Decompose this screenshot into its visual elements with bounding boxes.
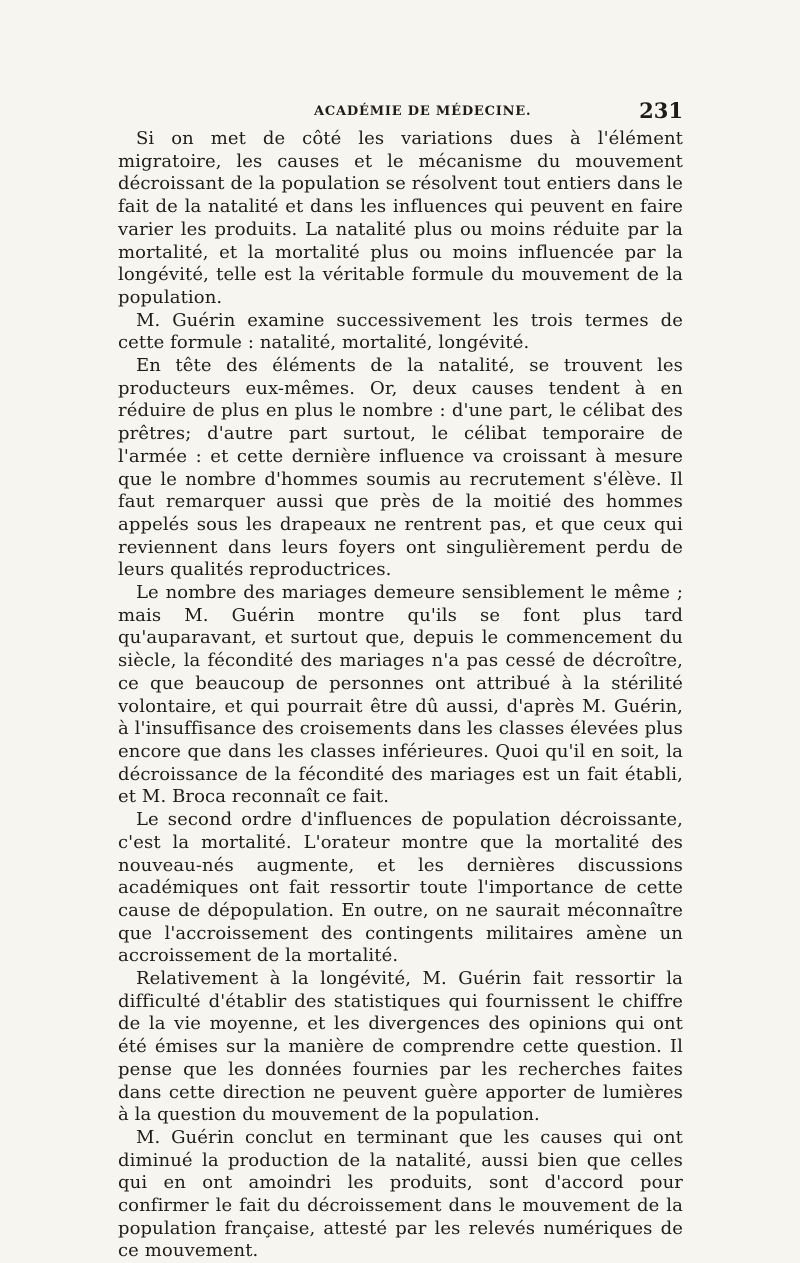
running-head <box>118 98 683 126</box>
page-number: 231 <box>639 98 683 123</box>
paragraph-migration-causes: Si on met de côté les variations dues à l'élément migratoire, les causes et le mécanisme du mouvement décroissant de la population se résolvent tout entiers dans le fait de la natalité et dans les influences qui peuvent en faire varier les produits. La natalité plus ou moins réduite par la mortalité, et la mortalité plus ou moins influencée par la longévité, telle est la véritable formule du mouvement de la population. <box>118 128 683 308</box>
paragraph-marriages: Le nombre des mariages demeure sensiblement le même ; mais M. Guérin montre qu'ils se font plus tard qu'auparavant, et surtout que, depuis le commencement du siècle, la fécondité des mariages n'a pas cessé de décroître, ce que beaucoup de personnes ont attribué à la stérilité volontaire, et qui pourrait être dû aussi, d'après M. Guérin, à l'insuffisance des croisements dans les classes élevées plus encore que dans les classes inférieures. Quoi qu'il en soit, la décroissance de la fécondité des mariages est un fait établi, et M. Broca reconnaît ce fait. <box>118 582 683 808</box>
paragraph-formula-terms: M. Guérin examine successivement les trois termes de cette formule : natalité, mortalité, longévité. <box>118 309 683 354</box>
paragraph-longevity: Relativement à la longévité, M. Guérin fait ressortir la difficulté d'établir des statistiques qui fournissent le chiffre de la vie moyenne, et les divergences des opinions qui ont été émises sur la manière de comprendre cette question. Il pense que les données fournies par les recherches faites dans cette direction ne peuvent guère apporter de lumières à la question du mouvement de la population. <box>118 968 683 1126</box>
paragraph-natality-producers: En tête des éléments de la natalité, se trouvent les producteurs eux-mêmes. Or, deux causes tendent à en réduire de plus en plus le nombre : d'une part, le célibat des prêtres; d'autre part surtout, le célibat temporaire de l'armée : et cette dernière influence va croissant à mesure que le nombre d'hommes soumis au recrutement s'élève. Il faut remarquer aussi que près de la moitié des hommes appelés sous les drapeaux ne rentrent pas, et que ceux qui reviennent dans leurs foyers ont singulièrement perdu de leurs qualités reproductrices. <box>118 355 683 581</box>
body-text <box>118 128 683 1263</box>
paragraph-conclusion: M. Guérin conclut en terminant que les causes qui ont diminué la production de la natalité, aussi bien que celles qui en ont amoindri les produits, sont d'accord pour confirmer le fait du décroissement dans le mouvement de la population française, attesté par les relevés numériques de ce mouvement. <box>118 1126 683 1262</box>
running-head-title: ACADÉMIE DE MÉDECINE. <box>314 104 532 119</box>
paragraph-mortality: Le second ordre d'influences de population décroissante, c'est la mortalité. L'orateur montre que la mortalité des nouveau-nés augmente, et les dernières discussions académiques ont fait ressortir toute l'importance de cette cause de dépopulation. En outre, on ne saurait méconnaître que l'accroissement des contingents militaires amène un accroissement de la mortalité. <box>118 809 683 967</box>
